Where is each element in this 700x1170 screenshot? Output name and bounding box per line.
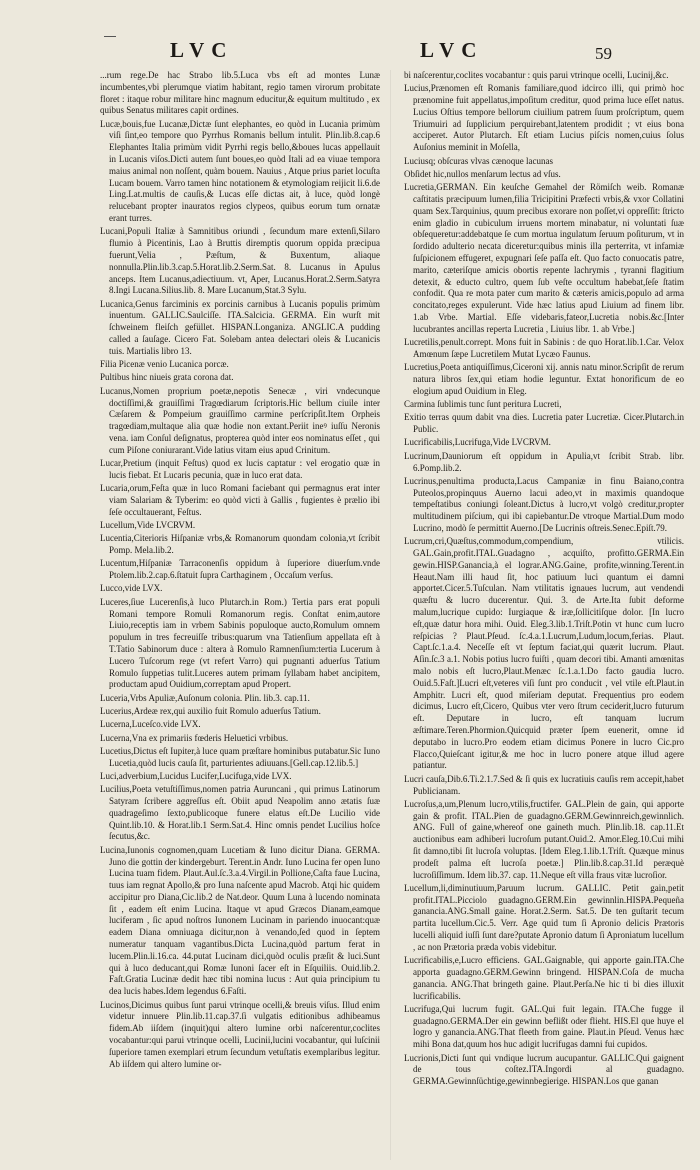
dictionary-entry: Luciusq; obſcuras vlvas cænoque lacunas [404, 155, 553, 166]
dictionary-entry: Lucretius,Poeta antiquiſſimus,Ciceroni xij. annis natu minor.Scripſit de rerum natura libros ſex,qui etiam hodie leguntur. Extat honorificum de eo elogium apud Ouidium in Eleg. [404, 362, 684, 396]
dictionary-entry: Lucri cauſa,Dib.6.Ti.2.1.7.Sed & ſi quis ex lucratiuis cauſis rem accepit,habet Publicianam. [404, 773, 684, 796]
dictionary-entry: Lucani,Populi Italiæ à Samnitibus oriundi , ſecundum mare extenſi,Silaro flumio à Picentinis, Lao à Bruttis diremptis quorum oppida præcipua fuerunt,Velia , Pæſtum, & Buxentum, aliaque nonnulla.Plin.lib.3.cap.5.Horat.lib.2.Serm.Sat. 8. Lucanus in Apulus anceps. Item Lucanus,adiectiuum. vt, Aper, Lucanus.Horat.2.Serm.Satyra 8.Ingi Lucana.Silius.lib. 8. Mare Lucanum,Stat.3 Sylu. [100, 226, 380, 296]
dictionary-entry: Lucilius,Poeta vetuſtiſſimus,nomen patria Auruncani , qui primus Latinorum Satyram ſcribere aggreſſus eſt. Obiit apud Neapolim anno ætatis ſuæ quadrageſimo ſexto,publicoque funere elatus eſt.De Lucilio vide Quint.lib.10. & Horat.lib.1 Serm.Sat.4. Hinc omnis pendet Lucilius hoſce ſecutus,&c. [100, 784, 380, 842]
dictionary-entry: Obſidet hic,nullos menſarum lectus ad vſus. [404, 168, 561, 179]
dictionary-entry: Luceres,ſiue Lucerenſis,à luco Plutarch.in Rom.) Tertia pars erat populi Romani tempore Romuli Romanorum regis. Conſtat enim,autore Liuio,receptis iam in vrbem Sabinis populoque aucto,Romulum omnem populum in tres fecreuiſſe tribus:quarum vna Tatienſium appellata eſt à T.Tatio Sabinorum duce : altera à Romulo Ramnenſium:tertia Lucerum à Lucero Tuſcorum rege (vt refert Varro) qui pugnanti aduerſus Tatium Romulo ſuppetias tulit.Luceres autem primam ſyllabam habet ancipitem, productam apud Ouidium,correptam apud Propert. [100, 596, 380, 690]
dictionary-entry: Carmina ſublimis tunc ſunt peritura Lucreti, [404, 399, 562, 410]
dictionary-entry: Lucinos,Dicimus quibus ſunt parui vtrinque ocelli,& breuis viſus. Illud enim videtur innuere Plin.lib.11.cap.37.ſi vulgatis editionibus adhibeamus fidem.Ab iiſdem (inquit)qui altero lumine orbi naſcerentur,coclites vocabantur:qui parui vtrinque ocelli, Lucinii,lucini vocabantur, qui luſcinii ſuperiore tamen exemplari etrum ſecundum vetuſtatis exemplaribus legitur. Ab iiſdem qui altero lumine or- [100, 999, 380, 1069]
left-column [100, 70, 380, 1160]
dictionary-entry: Lucrinus,penultima producta,Lacus Campaniæ in finu Baiano,contra Puteolos,propinquus Auerno lacui adeo,vt in maximis quandoque tempeſtatibus coniungi ſoleant.Dictus à lucro,vt volgò creditur,propter multitudinem piſcium, qui ibi capiebantur.De vtroque Martial.Dum modo Lucrino, modò ſe permittit Auerno.[De Lucrinis oſtreis.Senec.Epiſt.79. [404, 475, 684, 533]
dictionary-entry: bi naſcerentur,coclites vocabantur : quis parui vtrinque ocelli, Lucinij,&c. [404, 70, 669, 80]
dictionary-entry: Lucrum,cri,Quæſtus,commodum,compendium, vtilicis. GAL.Gain,profit.ITAL.Guadagno , acquiſto, profitto.GERMA.Ein gewin.HISP.Ganancia,à el lograr.ANG.Gaine, profite,winning.Terent.in Heaut.Nam illi haud ſit, hoc patiuum luci quantum ei damni apportet.Cicer.5.Tuſculan. Nam vtilitatis ignaues lucrum, aut vendendi quæſtu & lucro ducerentur. Qui. 3. de Arte.Ita ſubit deforme malum,lucrique cupido: Iurgiaque & iræ,ſollicitiſque dolor. [In lucro eſt,quæ datur hora mihi. Ouid. Eleg.3.lib.1.Triſt.Potin vt hunc cum lucro reſpicias ? Plaut.Pſeud. ſc.4.a.1.Lucrum,Ludum,locum,ferias. Plaut. Capt.ſc.1.a.4. Neceſſe eſt vt ſeptum faciat,qui quærit lucrum. Plaut. Aſin.ſc.3 a.1. Nobis potius lucro fuiſti , quam decori tibi. Amanti amœnitas malo nobis eſt lucro,Plaut.Menæc ſc.1.a.1.Do facto gaudia lucro. Ouid.5.Faſt.]Lucri eſt,veteres viſi ſunt pro conducit , vel vtile eſt.Plaut.in Amphitr. Lucri eſt, quod miſeriam deputat. Frequentius pro eodem dicimus, Lucro eſt,Cicero, Quibus vter vero ſtrum ceciderit,lucro futurum eſt. Deputare in lucro, eſt tanquam lucrum æſtimare.Teren.Phormion.Quicquid præter ſpem euenerit, omne id deputabo in lucro.Pro eodem etiam dicimus Ponere in lucro Cic.pro Flacco,Quieſcant igitur,& me hoc in lucro ponere atque illud agere patiantur. [404, 536, 684, 771]
dictionary-entry: Lucina,Iunonis cognomen,quam Lucetiam & Iuno dicitur Diana. GERMA. Juno die gottin der kindergeburt. Terent.in Andr. Iuno Lucina fer open Iuno Lucina tuam fidem. Plaut.Aul.ſc.3.a.4.Virgil.in Pollione,Caſta faue Lucina, tuus iam regnat Apollo,& pro Iuna naſcente apud Macrob. Atqi hic quidem accipitur pro Diana,Cic.lib.2 de Nat.deor. Quum Luna à lucendo nominata ſit , eadem eſt enim Lucina. Itaque vt apud Græcos Dianam,eamque luciferam , ſic apud noſtros Iunonem Lucinam in pariendo inuocant:quæ eadem Diana omniuaga dicitur,non à venando,ſed quod in ſeptem numeratur tanquam vagantibus.Dicta Lucina,quòd partum ferat in lucem.Plin.li.16.ca. 44.putat Lucinam dici,quòd oculis præſit & luci.Sunt qui à luco deducant,qui Romæ Iunoni ſacer eſt in Eſquiliis. Ouid.lib.2. Faſt.Gratia Lucinæ dedit hæc tibi nomina lucus : Aut quia principium tu dea lucis habes.Idem legendus 6.Faſti. [100, 844, 380, 997]
dictionary-entry: Lucius,Prænomen eſt Romanis familiare,quod idcirco illi, qui primò hoc prænomine fuit appellatus,impoſitum creditur, quod prima luce eſſet natus. Lucius Oſtius tempore bellorum ciuilium patrem ſuum proſcriptum, quem Triumuiri ad ſupplicium perquirebant,latentem prodidit ; vt eius bona acciperet. Autor Plutarch. Eſt etiam Lucius piſcis nomen,cuius ſolus Auſonius meminit in Moſella, [404, 83, 684, 153]
header-rule [104, 36, 116, 42]
dictionary-entry: Lucerius,Ardeæ rex,qui auxilio fuit Romulo aduerſus Tatium. [100, 705, 321, 716]
dictionary-entry: Lucrificabilis,Lucrifuga,Vide LVCRVM. [404, 437, 551, 448]
dictionary-entry: Lucretia,GERMAN. Ein keuſche Gemahel der Römiſch weib. Romanæ caſtitatis præcipuum lumen,filia Tricipitini Præfecti vrbis,& vxor Collatini quam Sex.Tarquinius, quum precibus exorare non poſſet,vi oppreſſit: ſtricto enim gladio in cubiculum irruens mortem minabatur, ni voluntati ſuæ obſequeretur:addebatque ſe cum mortua ingulatum ſeruum poſiturum, vt in ſordido adulterio necata diceretur:quibus minis illa perterrita, vt infamiæ ſuſpicionem effugeret, expugnari ſeſe paſſa eſt. Quo facto conuocatis patre, marito, cæteriſque amicis obortis repente lachrymis , tyranni flagitium detexit, & educto cultro, quem ſub veſte occultum habebat,ſeſe ſtatim confodit. Qua re mota pater cum marito & cæteris amicis,populo ad arma concitato,reges expulerunt. Vide hæc latius apud Liuium ad finem libr. 1.ab Vrbe. Martial. Eſſe videbaris,fateor,Lucretia nobis.&c.[Inter lucubrantes ancillas reperta Lucretia , Liuius libr. 1. ab Vrbe.] [404, 182, 684, 334]
column-gutter [390, 70, 391, 1160]
dictionary-entry: Lucentia,Citerioris Hiſpaniæ vrbs,& Romanorum quondam colonia,vt ſcribit Pomp. Mela.lib.2. [100, 533, 380, 556]
dictionary-entry: Lucco,vide LVX. [100, 583, 163, 594]
dictionary-entry: Lucanus,Nomen proprium poetæ,nepotis Senecæ , viri vndecunque doctiſſimi,& grauiſſimi Tragœdiarum ſcriptoris.Hic bellum ciuile inter Cæſarem & Pompeium grauiſſimo carmine perſcripſit.Item Orpheis tragœdiam,multaque alia quæ hodie non extant.Periit ineꝰ iuſſu Neronis vena. iam Conſul deſignatus, propterea quòd inter eos nominatus eſſet , qui cum Piſone coniurarant.Vide latius vitam eius apud Crinitum. [100, 385, 380, 455]
dictionary-entry: Exitio terras quum dabit vna dies. Lucretia pater Lucretiæ. Cicer.Plutarch.in Public. [404, 412, 684, 435]
dictionary-entry: Lucetius,Dictus eſt Iupiter,à luce quam præſtare hominibus putabatur.Sic Iuno Lucetia,quòd lucis cauſa ſit, parturientes adiuuans.[Gell.cap.12.lib.5.] [100, 745, 380, 768]
dictionary-entry: Filia Picenæ venio Lucanica porcæ. [100, 359, 229, 370]
dictionary-entry: Lucerna,Vna ex primariis fœderis Heluetici vrbibus. [100, 732, 289, 743]
dictionary-entry: Lucanica,Genus farciminis ex porcinis carnibus à Lucanis populis primùm inuentum. GALLIC.Saulciſſe. ITA.Salcicia. GERMA. Ein wurſt mit ſchweinem fleiſch gefüllet. HISPAN.Longaniza. ANGLIC.A pudding called a ſauſage. Cicero Fat. Solebam antea delectari oleis & Lucanicis tuis. Martialis libro 13. [100, 298, 380, 356]
dictionary-entry: Pultibus hinc niueis grata corona dat. [100, 372, 234, 383]
headword-right: LVC [420, 38, 484, 62]
dictionary-entry: Lucæ,bouis,fue Lucanæ,Dictæ ſunt elephantes, eo quòd in Lucania primùm viſi ſint,eo tempore quo Pyrrhus Romanis bellum intulit. Plin.lib.8.cap.6 Elephantes Italia primùm vidit Pyrrhi regis bello,&boues lucas appellauit in Lucanis viſos.Dicti autem ſunt boues,eo quòd Itali ad ea viuae tempora maius animal non noſſent, quàm bouem. Nauius , Atque prius pariet locuſta Lucam bouem. Varro tamen hinc notationem & etymologiam reijicit li.6.de Ling.Lat.multis de cauſis,& Lucas eſſe dictas ait, à luce, quòd longè relucebant propter inauratos regios clypeos, quibus eorum tum ornatæ erant turres. [100, 118, 380, 224]
right-column [404, 70, 684, 1160]
dictionary-entry: Lucrionis,Dicti ſunt qui vndique lucrum aucupantur. GALLIC.Qui gaignent de tous coſtez.ITA.Ingordi al guadagno. GERMA.Gewinnſüchtige,gewinnbegierige. HISPAN.Los que ganan [404, 1052, 684, 1087]
page-header [0, 30, 700, 70]
headword-left: LVC [170, 38, 234, 62]
dictionary-entry: Lucellum,li,diminutiuum,Paruum lucrum. GALLIC. Petit gain,petit profit.ITAL.Picciolo guadagno.GERM.Ein gewinnlin.HISPA.Pequeña ganancia.ANG.Small gaine. Horat.2.Serm. Sat.5. De ten guſtarit tecum partita lucellum.Cic.5. Verr. Age quid tum ſi Apronio delicis Prætoris lucelli aliquid iuſſi ſunt dare?putate Apronio datum ſi Aproniatum lucellum , ac non Prætoria præda vobis videbitur. [404, 882, 684, 952]
dictionary-entry: Lucaria,orum,Feſta quæ in luco Romani faciebant qui permagnus erat inter viam Salariam & Tyberim: eo quòd victi à Gallis , fugientes è prælio ibi ſeſe occultauerant, Feſtus. [100, 483, 380, 517]
dictionary-entry: Lucroſus,a,um,Plenum lucro,vtilis,fructifer. GAL.Plein de gain, qui apporte gain & profit. ITAL.Pien de guadagno.GERM.Gewinnreich,gewinnlich. ANG. Full of gaine,whereof one gaineth much. Plin.lib.18. cap.11.Et auctionibus eam adhiberi lucroſum putant.Ouid.2. Amor.Eleg.10.Cui mihi ſit damno,tibi ſit lucroſa voluptas. [Idem Eleg.1.lib.1.Triſt. Quæque minus prodeſt palma eſt lucroſa poetæ.] Plin.lib.8.cap.31.Id peræquè lucroſiſſimum. Idem lib.37. cap. 11.Neque eſt villa fraus vitæ lucroſior. [404, 798, 684, 880]
dictionary-entry: Lucerna,Luceſco.vide LVX. [100, 719, 201, 730]
dictionary-entry: Lucretilis,penult.corrept. Mons fuit in Sabinis : de quo Horat.lib.1.Car. Velox Amœnum ſæpe Lucretilem Mutat Lycæo Faunus. [404, 337, 684, 359]
dictionary-entry: Lucrifuga,Qui lucrum fugit. GAL.Qui fuit legain. ITA.Che fugge il guadagno.GERMA.Der ein gewinn beflißt oder flieht. HIS.El que huye el logro y ganancia.ANG.That fleeth from gaine. Plaut.in Pſeud. Venus hæc mihi Bona dat,quum hos huc adigit lucrifugas damni fui cupidos. [404, 1003, 684, 1050]
dictionary-entry: ...rum rege.De hac Strabo lib.5.Luca vbs eſt ad montes Lunæ incumbentes,vbi plerumque viatim habitant, regio tamen virorum probitate floret : itaque robur militare hinc magnum educitur,& equitum multitudo , ex quibus Senatus militares capit ordines. [100, 70, 380, 116]
dictionary-entry: Luceria,Vrbs Apuliæ,Auſonum colonia. Plin. lib.3. cap.11. [100, 692, 310, 703]
dictionary-entry: Lucrificabilis,e,Lucro efficiens. GAL.Gaignable, qui apporte gain.ITA.Che apporta guadagno.GERM.Gewinn bringend. HISPAN.Coſa de mucha ganancia. ANG.That bringeth gaine. Plaut.Perſa.Ne hic ti bi dies illuxit lucrificabilis. [404, 955, 684, 1001]
page-number: 59 [595, 44, 612, 63]
dictionary-entry: Lucar,Pretium (inquit Feſtus) quod ex lucis captatur : vel erogatio quæ in lucis fiebat. Et Lucaris pecunia, quæ in luco erat data. [100, 458, 380, 480]
dictionary-entry: Lucentum,Hiſpaniæ Tarraconenſis oppidum à ſuperiore diuerſum.vnde Ptolem.lib.2.cap.6.ſtatuit ſupra Carthaginem , Occaſum verſus. [100, 558, 380, 581]
dictionary-entry: Lucellum,Vide LVCRVM. [100, 519, 196, 530]
dictionary-entry: Luci,adverbium,Lucidus Lucifer,Lucifuga,vide LVX. [100, 770, 292, 781]
dictionary-entry: Lucrinum,Dauniorum eſt oppidum in Apulia,vt ſcribit Strab. libr. 6.Pomp.lib.2. [404, 450, 684, 473]
